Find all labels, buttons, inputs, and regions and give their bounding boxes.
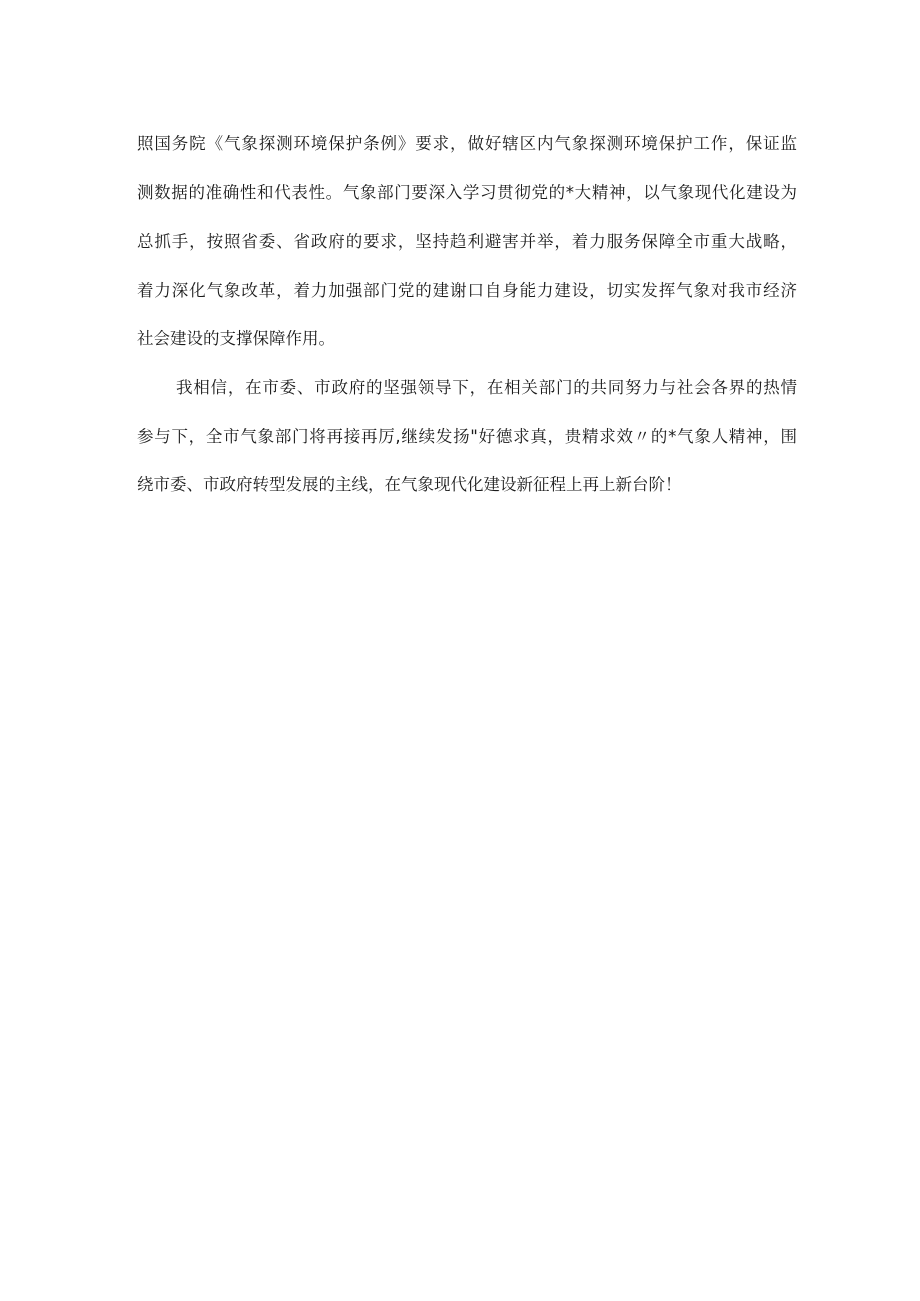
paragraph-line: 总抓手，按照省委、省政府的要求，坚持趋利避害并举，着力服务保障全市重大战略， [137,232,797,251]
paragraph-line: 着力深化气象改革，着力加强部门党的建谢口自身能力建设，切实发挥气象对我市经济 [137,281,797,300]
paragraph-line: 照国务院《气象探测环境保护条例》要求，做好辖区内气象探测环境保护工作，保证监 [137,134,797,153]
paragraph-line: 我相信，在市委、市政府的坚强领导下，在相关部门的共同努力与社会各界的热情 [176,378,797,397]
paragraph-line: 绕市委、市政府转型发展的主线，在气象现代化建设新征程上再上新台阶！ [137,475,682,494]
paragraph-line: 测数据的准确性和代表性。气象部门要深入学习贯彻党的*大精神，以气象现代化建设为 [137,183,797,202]
paragraph-line: 参与下，全市气象部门将再接再厉,继续发扬"好德求真，贵精求效〃的*气象人精神，围 [137,427,797,446]
paragraph-line: 社会建设的支撑保障作用。 [137,329,335,348]
